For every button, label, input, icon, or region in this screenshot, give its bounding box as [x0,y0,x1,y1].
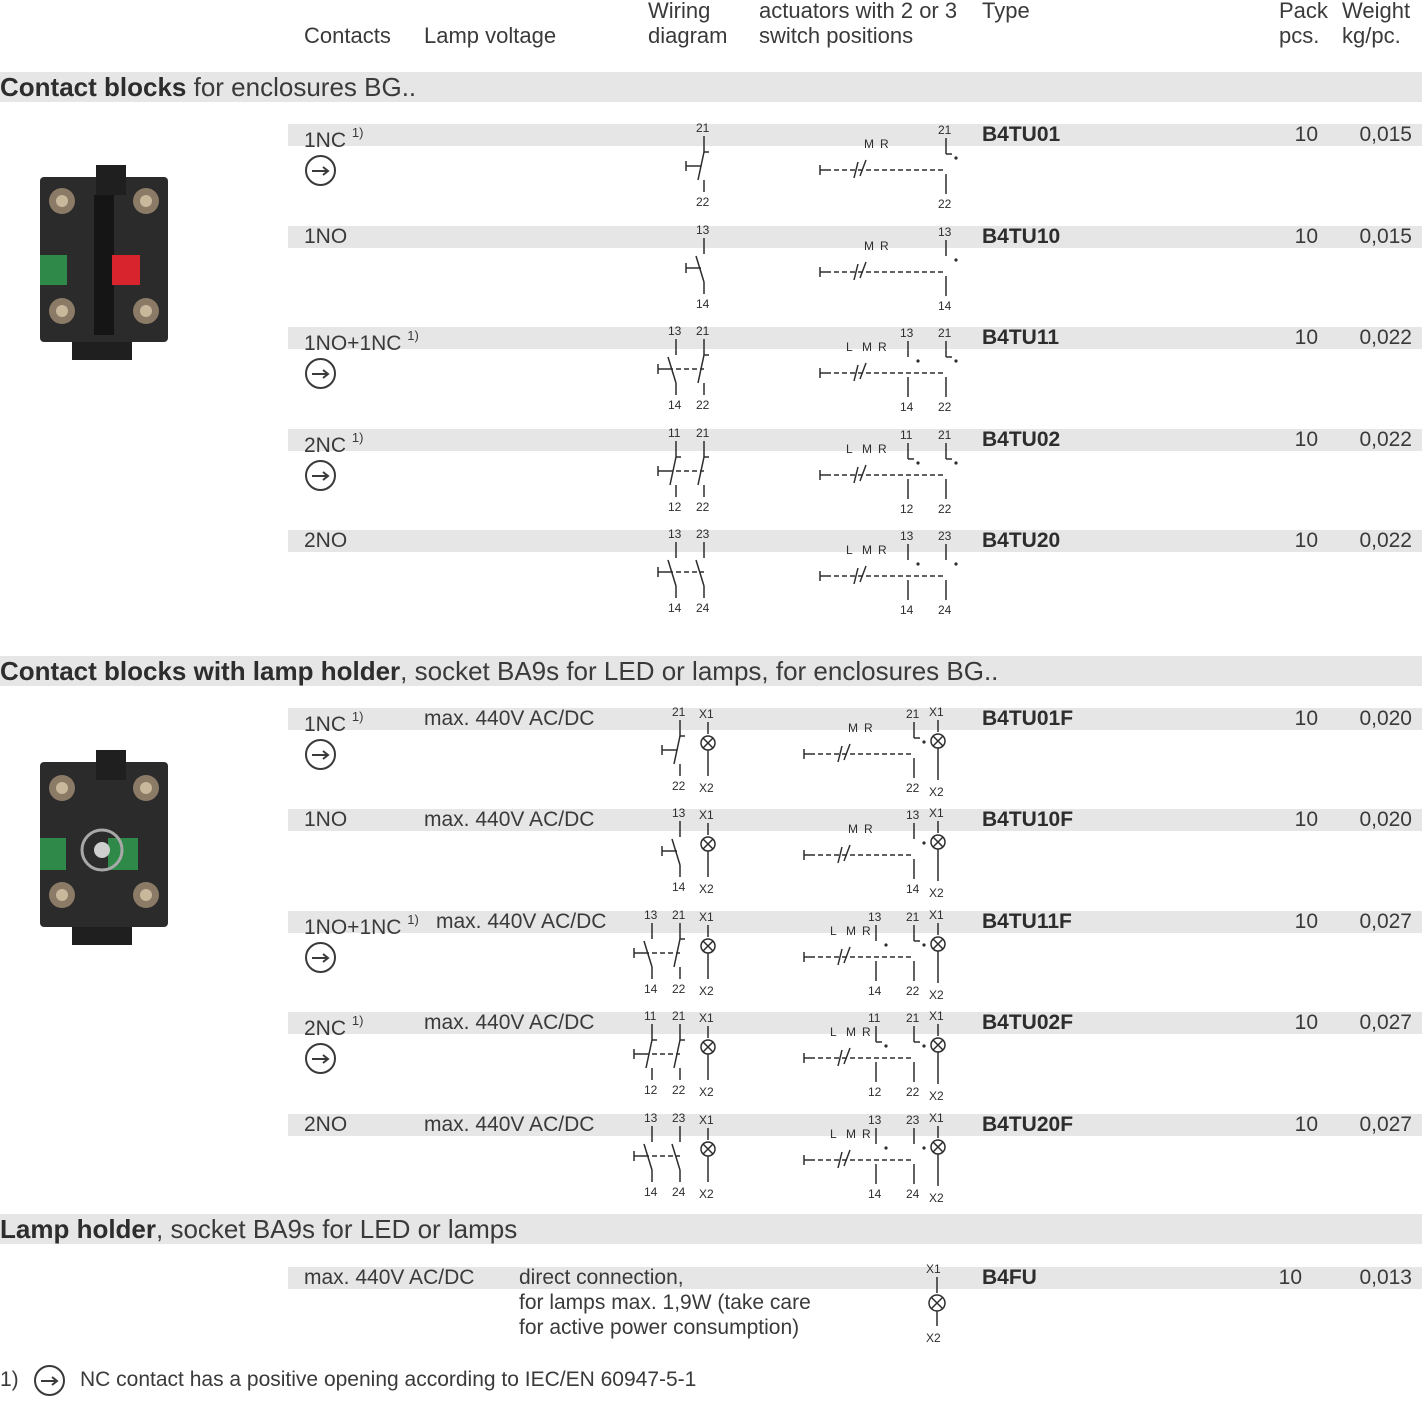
terminal-x2: X2 [699,1187,714,1201]
contacts-value: 1NO [304,225,348,248]
type-cell: B4TU11F [982,910,1072,933]
contact-block-lamp-photo [36,750,172,945]
lamp-desc-1: direct connection, [519,1266,684,1289]
terminal-13: 13 [906,808,920,822]
pack-cell: 10 [1294,123,1318,146]
type-cell: B4TU10 [982,225,1061,248]
terminal-14: 14 [644,982,658,996]
weight-cell: 0,020 [1359,808,1412,831]
terminal-23: 23 [696,527,710,541]
terminal-13: 13 [668,527,682,541]
terminal-24: 24 [906,1187,920,1201]
terminal-22: 22 [938,197,952,211]
switch-position-M: M [862,442,872,456]
terminal-x2: X2 [699,1085,714,1099]
type-cell: B4TU20 [982,529,1061,552]
pack-cell: 10 [1294,1113,1318,1136]
section-title-rest: , socket BA9s for LED or lamps, for enclosures BG.. [400,656,999,686]
lamp-type: B4FU [982,1266,1037,1289]
lamp-voltage-cell: max. 440V AC/DC [424,1011,595,1034]
positive-opening-icon [34,1365,65,1396]
terminal-12: 12 [644,1083,658,1097]
pack-cell: 10 [1294,225,1318,248]
switch-position-M: M [846,924,856,938]
switch-position-R: R [878,543,887,557]
section-title-rest: , socket BA9s for LED or lamps [156,1214,518,1244]
contacts-cell [304,1113,347,1137]
lamp-desc-2: for lamps max. 1,9W (take care [519,1291,811,1314]
switch-position-M: M [864,137,874,151]
lamp-voltage-cell: max. 440V AC/DC [424,707,595,730]
actuator-diagram [818,526,968,622]
terminal-x1: X1 [929,1009,944,1023]
pack-cell: 10 [1294,529,1318,552]
terminal-x2: X2 [929,886,944,900]
terminal-14: 14 [906,882,920,896]
terminal-22: 22 [938,502,952,516]
weight-cell: 0,015 [1359,225,1412,248]
terminal-x2: X2 [699,781,714,795]
switch-position-L: L [846,442,853,456]
header-lamp-voltage: Lamp voltage [424,23,557,48]
switch-position-R: R [862,1127,871,1141]
positive-opening-icon [305,739,336,770]
switch-position-M: M [862,340,872,354]
weight-cell: 0,022 [1359,529,1412,552]
section-contact-blocks [0,72,1422,102]
type-cell: B4TU01 [982,123,1061,146]
weight-cell: 0,020 [1359,707,1412,730]
terminal-x1: X1 [929,1111,944,1125]
contacts-value: 1NO [304,808,348,831]
terminal-22: 22 [696,195,710,209]
wiring-diagram [684,222,744,314]
lamp-voltage-cell: max. 440V AC/DC [424,808,595,831]
actuator-diagram [802,1110,952,1206]
pack-cell: 10 [1294,808,1318,831]
terminal-12: 12 [900,502,914,516]
contacts-cell [304,910,419,940]
terminal-22: 22 [906,781,920,795]
header-wiring-1: Wiring [648,0,711,23]
header-type: Type [982,0,1030,23]
wiring-diagram [632,1110,752,1202]
section-title-bold: Contact blocks with lamp holder [0,656,401,686]
terminal-11: 11 [668,426,681,440]
positive-opening-icon [305,1043,336,1074]
wiring-diagram [632,1008,752,1100]
terminal-x1: X1 [699,1113,714,1127]
terminal-x2: X2 [929,1089,944,1103]
contacts-cell [304,707,363,737]
terminal-22: 22 [672,779,686,793]
terminal-x1: X1 [699,808,714,822]
type-cell: B4TU02F [982,1011,1074,1034]
wiring-diagram [660,704,750,796]
type-cell: B4TU02 [982,428,1061,451]
actuator-diagram [818,425,968,521]
positive-opening-icon [305,155,336,186]
contacts-cell [304,428,363,458]
terminal-11: 11 [644,1009,657,1023]
contacts-cell [304,808,347,832]
type-cell: B4TU01F [982,707,1074,730]
section-contact-blocks-lamp [0,656,1422,686]
actuator-diagram [818,120,968,216]
actuator-diagram [818,222,968,318]
terminal-22: 22 [672,1083,686,1097]
terminal-22: 22 [696,398,710,412]
pack-cell: 10 [1294,1011,1318,1034]
terminal-x1: X1 [699,707,714,721]
terminal-x2: X2 [926,1331,941,1345]
terminal-14: 14 [868,1187,882,1201]
pack-cell: 10 [1294,428,1318,451]
lamp-voltage: max. 440V AC/DC [304,1266,475,1289]
lamp-voltage-cell: max. 440V AC/DC [424,1113,595,1136]
weight-cell: 0,027 [1359,1011,1412,1034]
terminal-22: 22 [696,500,710,514]
terminal-21: 21 [672,1009,686,1023]
section-lamp-holder [0,1214,1422,1244]
contacts-cell [304,1011,363,1041]
wiring-diagram [660,805,750,897]
switch-position-L: L [830,924,837,938]
terminal-21: 21 [906,707,920,721]
terminal-x1: X1 [929,908,944,922]
terminal-21: 21 [938,428,952,442]
terminal-22: 22 [906,1085,920,1099]
weight-cell: 0,027 [1359,1113,1412,1136]
terminal-22: 22 [672,982,686,996]
terminal-13: 13 [868,910,882,924]
type-cell: B4TU20F [982,1113,1074,1136]
footnote-ref: 1) [351,709,364,724]
terminal-x2: X2 [929,1191,944,1205]
terminal-13: 13 [672,806,686,820]
contacts-value: 2NO [304,1113,348,1136]
weight-cell: 0,027 [1359,910,1412,933]
terminal-21: 21 [906,910,920,924]
terminal-13: 13 [938,225,952,239]
terminal-21: 21 [938,123,952,137]
terminal-x2: X2 [699,984,714,998]
terminal-14: 14 [900,400,914,414]
terminal-24: 24 [672,1185,686,1199]
terminal-13: 13 [868,1113,882,1127]
header-actuators-1: actuators with 2 or 3 [759,0,958,23]
switch-position-L: L [830,1127,837,1141]
terminal-14: 14 [668,398,682,412]
terminal-x1: X1 [926,1262,941,1276]
contacts-value: 1NC [304,713,347,736]
terminal-21: 21 [696,121,710,135]
footnote-ref: 1) [351,125,364,140]
terminal-x1: X1 [699,910,714,924]
terminal-14: 14 [868,984,882,998]
terminal-14: 14 [644,1185,658,1199]
header-pack-1: Pack [1279,0,1328,23]
terminal-14: 14 [696,297,710,311]
terminal-13: 13 [900,529,914,543]
switch-position-R: R [864,822,873,836]
contacts-value: 1NO+1NC [304,916,402,939]
terminal-x1: X1 [929,806,944,820]
switch-position-M: M [846,1025,856,1039]
positive-opening-icon [305,460,336,491]
header-contacts: Contacts [304,23,391,48]
actuator-diagram [802,907,952,1003]
switch-position-R: R [878,442,887,456]
actuator-diagram [802,704,952,800]
terminal-21: 21 [672,705,686,719]
wiring-diagram [632,907,752,999]
positive-opening-icon [305,942,336,973]
terminal-21: 21 [672,908,686,922]
terminal-14: 14 [672,880,686,894]
terminal-23: 23 [938,529,952,543]
lamp-pack: 10 [1278,1266,1302,1289]
switch-position-R: R [878,340,887,354]
contacts-value: 2NC [304,1017,347,1040]
terminal-14: 14 [668,601,682,615]
switch-position-M: M [862,543,872,557]
terminal-x1: X1 [929,705,944,719]
terminal-21: 21 [938,326,952,340]
wiring-diagram [656,323,746,415]
contacts-value: 1NO+1NC [304,332,402,355]
terminal-x1: X1 [699,1011,714,1025]
contacts-value: 2NC [304,434,347,457]
switch-position-M: M [846,1127,856,1141]
contacts-cell [304,225,347,249]
footnote-ref: 1) [407,912,419,927]
terminal-11: 11 [900,428,913,442]
actuator-diagram [802,805,952,901]
terminal-22: 22 [906,984,920,998]
terminal-x2: X2 [699,882,714,896]
switch-position-R: R [862,1025,871,1039]
terminal-14: 14 [938,299,952,313]
pack-cell: 10 [1294,910,1318,933]
lamp-weight: 0,013 [1359,1266,1412,1289]
switch-position-R: R [862,924,871,938]
actuator-diagram [802,1008,952,1104]
type-cell: B4TU10F [982,808,1074,831]
weight-cell: 0,015 [1359,123,1412,146]
terminal-22: 22 [938,400,952,414]
contact-block-photo [36,165,172,360]
terminal-12: 12 [868,1085,882,1099]
wiring-diagram [656,526,746,618]
lamp-holder-diagram [920,1258,954,1348]
terminal-13: 13 [696,223,710,237]
header-wiring-2: diagram [648,23,728,48]
weight-cell: 0,022 [1359,428,1412,451]
contacts-cell [304,123,363,153]
footnote-ref: 1) [351,430,364,445]
header-actuators-2: switch positions [759,23,914,48]
footnote-marker: 1) [0,1368,19,1391]
terminal-13: 13 [668,324,682,338]
actuator-diagram [818,323,968,419]
footnote-ref: 1) [407,328,419,343]
footnote-ref: 1) [351,1013,364,1028]
switch-position-M: M [848,721,858,735]
terminal-21: 21 [696,426,710,440]
terminal-13: 13 [900,326,914,340]
pack-cell: 10 [1294,326,1318,349]
terminal-24: 24 [696,601,710,615]
contacts-cell [304,529,347,553]
pack-cell: 10 [1294,707,1318,730]
section-title-rest: for enclosures BG.. [186,72,417,102]
switch-position-M: M [864,239,874,253]
terminal-24: 24 [938,603,952,617]
positive-opening-icon [305,358,336,389]
switch-position-R: R [880,137,889,151]
terminal-23: 23 [672,1111,686,1125]
contacts-value: 2NO [304,529,348,552]
switch-position-L: L [846,543,853,557]
lamp-voltage-cell: max. 440V AC/DC [436,910,607,933]
section-title-bold: Contact blocks [0,72,187,102]
terminal-x2: X2 [929,785,944,799]
terminal-21: 21 [906,1011,920,1025]
terminal-11: 11 [868,1011,881,1025]
header-pack-2: pcs. [1279,23,1320,48]
header-weight-1: Weight [1342,0,1411,23]
footnote-text: NC contact has a positive opening according to IEC/EN 60947-5-1 [80,1368,697,1391]
switch-position-L: L [830,1025,837,1039]
terminal-14: 14 [900,603,914,617]
terminal-12: 12 [668,500,682,514]
switch-position-M: M [848,822,858,836]
header-weight-2: kg/pc. [1342,23,1401,48]
switch-position-R: R [880,239,889,253]
terminal-23: 23 [906,1113,920,1127]
switch-position-L: L [846,340,853,354]
wiring-diagram [656,425,746,517]
switch-position-R: R [864,721,873,735]
contacts-value: 1NC [304,129,347,152]
terminal-21: 21 [696,324,710,338]
weight-cell: 0,022 [1359,326,1412,349]
terminal-13: 13 [644,908,658,922]
terminal-x2: X2 [929,988,944,1002]
section-title-bold: Lamp holder [0,1214,157,1244]
wiring-diagram [684,120,744,212]
type-cell: B4TU11 [982,326,1060,349]
terminal-13: 13 [644,1111,658,1125]
lamp-desc-3: for active power consumption) [519,1316,800,1339]
contacts-cell [304,326,419,356]
